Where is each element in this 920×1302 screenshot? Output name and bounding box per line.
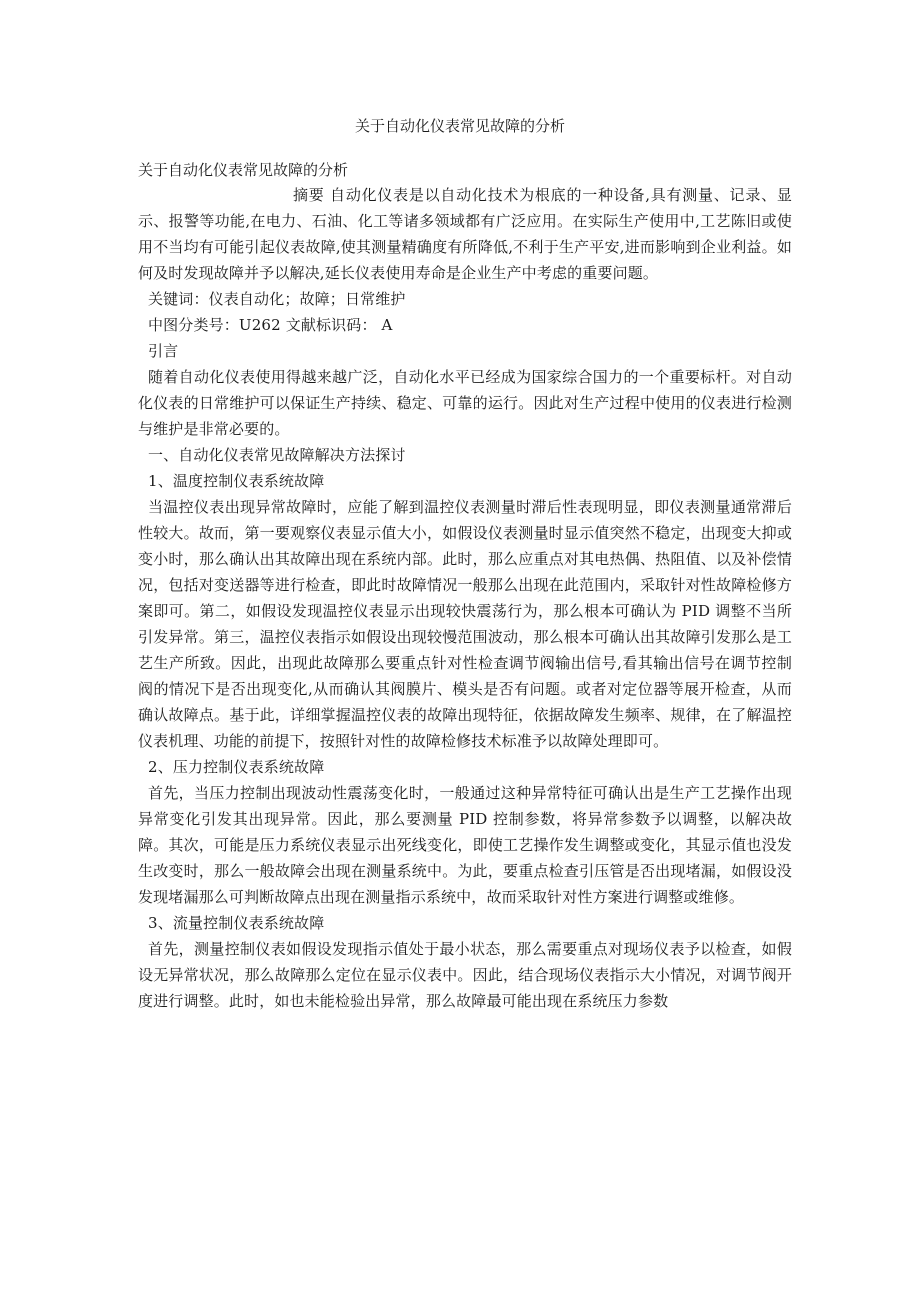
- sub3-heading: 3、流量控制仪表系统故障: [148, 914, 325, 932]
- sub2-heading: 2、压力控制仪表系统故障: [148, 758, 325, 776]
- document-title: 关于自动化仪表常见故障的分析: [354, 117, 565, 135]
- abstract-label: 摘要: [293, 186, 325, 204]
- abstract-text: 自动化仪表是以自动化技术为根底的一种设备,具有测量、记录、显示、报警等功能,在电力、石油、化工等诸多领域都有广泛应用。在实际生产使用中,工艺陈旧或使用不当均有可能引起仪表故障,使其测量精确度有所降低,不利于生产平安,进而影响到企业利益。如何及时发现故障并予以解决,延长仪表使用寿命是企业生产中考虑的重要问题。: [138, 186, 792, 282]
- sub1-paragraph: 当温控仪表出现异常故障时，应能了解到温控仪表测量时滞后性表现明显，即仪表测量通常滞后性较大。故而，第一要观察仪表显示值大小，如假设仪表测量时显示值突然不稳定，出现变大抑或变小时，那么确认出其故障出现在系统内部。此时，那么应重点对其电热偶、热阻值、以及补偿情况，包括对变送器等进行检查，即此时故障情况一般那么出现在此范围内，采取针对性故障检修方案即可。第二，如假设发现温控仪表显示出现较快震荡行为，那么根本可确认为 PID 调整不当所引发异常。第三，温控仪表指示如假设出现较慢范围波动，那么根本可确认出其故障引发那么是工艺生产所致。因此，出现此故障那么要重点针对性检查调节阀输出信号,看其输出信号在调节控制阀的情况下是否出现变化,从而确认其阀膜片、模头是否有问题。或者对定位器等展开检查，从而确认故障点。基于此，详细掌握温控仪表的故障出现特征，依据故障发生频率、规律，在了解温控仪表机理、功能的前提下，按照针对性的故障检修技术标准予以故障处理即可。: [138, 498, 792, 750]
- section1-heading: 一、自动化仪表常见故障解决方法探讨: [148, 446, 406, 464]
- document-body: [138, 182, 792, 1014]
- abstract-paragraph: [138, 182, 792, 286]
- sub3-paragraph: 首先，测量控制仪表如假设发现指示值处于最小状态，那么需要重点对现场仪表予以检查，如假设无异常状况，那么故障那么定位在显示仪表中。因此，结合现场仪表指示大小情况，对调节阀开度进行调整。此时，如也未能检验出异常，那么故障最可能出现在系统压力参数: [138, 940, 792, 1010]
- intro-paragraph: 随着自动化仪表使用得越来越广泛，自动化水平已经成为国家综合国力的一个重要标杆。对自动化仪表的日常维护可以保证生产持续、稳定、可靠的运行。因此对生产过程中使用的仪表进行检测与维护是非常必要的。: [138, 368, 792, 438]
- document-subtitle: 关于自动化仪表常见故障的分析: [138, 161, 349, 179]
- sub2-paragraph: 首先，当压力控制出现波动性震荡变化时，一般通过这种异常特征可确认出是生产工艺操作出现异常变化引发其出现异常。因此，那么要测量 PID 控制参数，将异常参数予以调整，以解决故障。其次，可能是压力系统仪表显示出死线变化，即使工艺操作发生调整或变化，其显示值也没发生改变时，那么一般故障会出现在测量系统中。为此，要重点检查引压管是否出现堵漏，如假设没发现堵漏那么可判断故障点出现在测量指示系统中，故而采取针对性方案进行调整或维修。: [138, 784, 792, 906]
- keywords: 关键词：仪表自动化；故障；日常维护: [148, 290, 406, 308]
- intro-heading: 引言: [148, 342, 179, 360]
- classification: 中图分类号：U262 文献标识码： A: [148, 316, 393, 334]
- sub1-heading: 1、温度控制仪表系统故障: [148, 472, 325, 490]
